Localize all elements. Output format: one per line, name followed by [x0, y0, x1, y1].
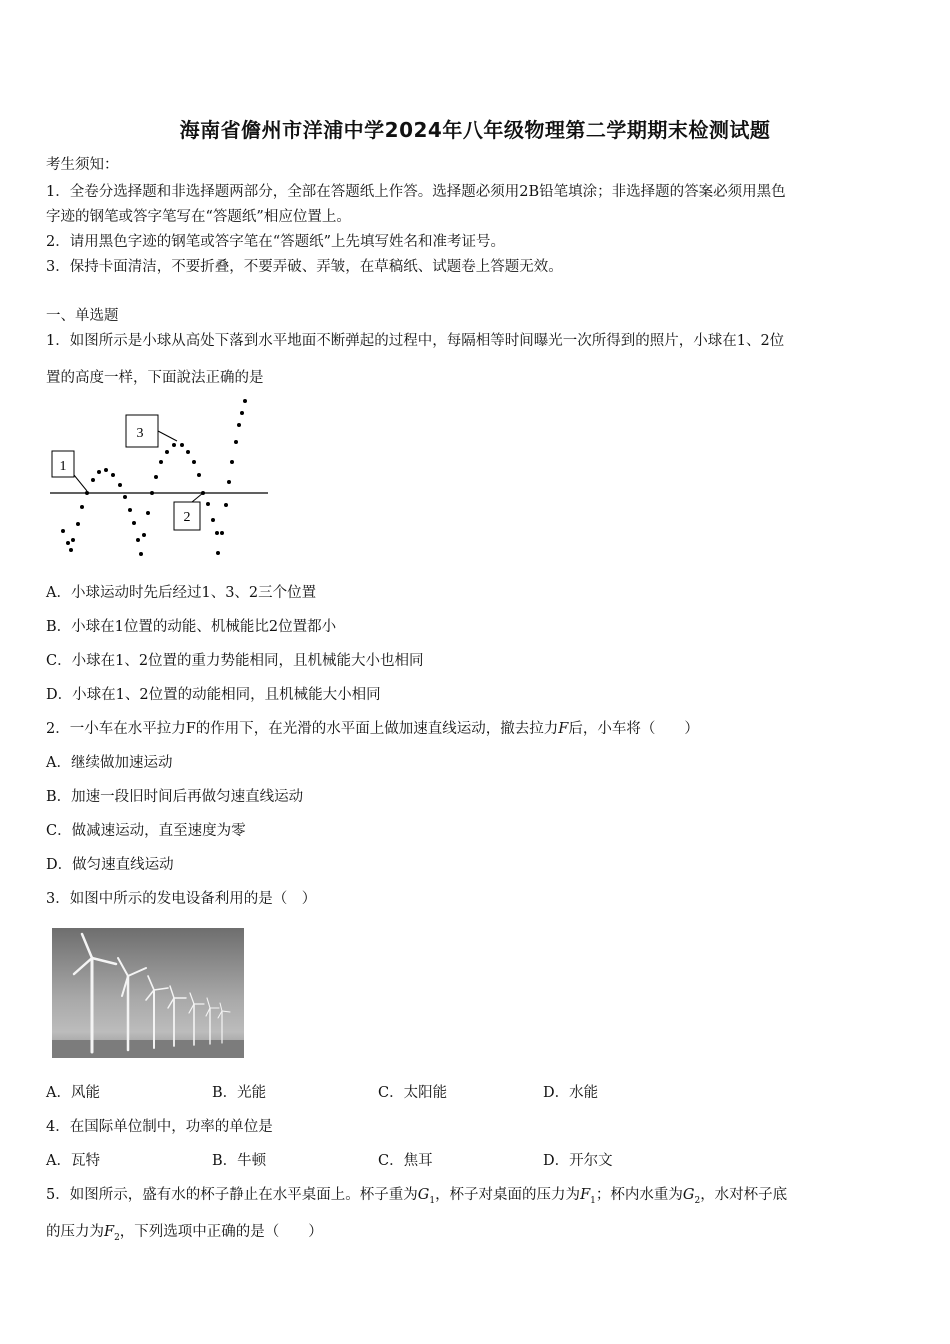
q3-option-b: B．光能: [212, 1085, 267, 1101]
q5-f1-sub: 1: [590, 1195, 596, 1206]
q5-g1-sub: 1: [429, 1195, 436, 1206]
q2-option-d: D．做匀速直线运动: [46, 857, 174, 873]
q1-stem-line2: 置的高度一样，下面說法正确的是: [46, 370, 264, 386]
q1-option-b: B．小球在1位置的动能、机械能比2位置都小: [46, 619, 337, 635]
label-3: [126, 415, 177, 447]
label-1: [52, 451, 87, 491]
label-2-text: 2: [183, 510, 191, 525]
q5-text-3: ；杯内水重为: [595, 1187, 683, 1203]
notice-item-2: 2．请用黑色字迹的钢笔或答字笔在“答题纸”上先填写姓名和准考证号。: [46, 234, 506, 250]
notice-item-3: 3．保持卡面清洁，不要折叠，不要弄破、弄皱，在草稿纸、试题卷上答题无效。: [46, 259, 563, 275]
q2-option-b: B．加速一段旧时间后再做匀速直线运动: [46, 789, 304, 805]
q4-option-c: C．焦耳: [378, 1153, 433, 1169]
q5-text-2: ，杯子对桌面的压力为: [435, 1187, 581, 1203]
q3-option-a: A．风能: [46, 1085, 100, 1101]
q3-stem: 3．如图中所示的发电设备利用的是（ ）: [46, 891, 317, 907]
q5-text-5: 的压力为: [46, 1224, 104, 1240]
q2-option-a: A．继续做加速运动: [46, 755, 173, 771]
bouncing-ball-figure: [46, 395, 276, 560]
wind-turbine-photo: [52, 928, 244, 1058]
q2-stem: [46, 717, 699, 738]
q2-stem-b: 后，小车将（ ）: [568, 721, 699, 737]
notice-heading: 考生须知：: [46, 157, 119, 173]
page-title: 海南省儋州市洋浦中学2024年八年级物理第二学期期末检测试题: [179, 118, 771, 142]
q5-stem-line2: [46, 1220, 323, 1243]
q3-option-d: D．水能: [543, 1085, 599, 1101]
q3-option-c: C．太阳能: [378, 1085, 448, 1101]
label-3-text: 3: [136, 426, 144, 441]
q1-option-d: D．小球在1、2位置的动能相同，且机械能大小相同: [46, 687, 381, 703]
q4-option-b: B．牛顿: [212, 1153, 267, 1169]
q5-g1: G: [417, 1187, 430, 1203]
q4-option-a: A．瓦特: [46, 1153, 100, 1169]
q5-g2: G: [682, 1187, 695, 1203]
q5-f1: F: [580, 1187, 591, 1203]
q5-text-1: 5．如图所示，盛有水的杯子静止在水平桌面上。杯子重为: [46, 1187, 418, 1203]
q5-f2: F: [104, 1224, 115, 1240]
q2-option-c: C．做减速运动，直至速度为零: [46, 823, 246, 839]
q5-stem-line1: [46, 1183, 787, 1206]
q5-text-4: ，水对杯子底: [700, 1187, 788, 1203]
q2-stem-a: 2．一小车在水平拉力F的作用下，在光滑的水平面上做加速直线运动，撤去拉力: [46, 721, 559, 737]
label-1-text: 1: [59, 459, 67, 474]
q1-stem-line1: 1．如图所示是小球从高处下落到水平地面不断弹起的过程中，每隔相等时间曝光一次所得到的照片，小球在1、2位: [46, 333, 785, 349]
q4-stem: 4．在国际单位制中，功率的单位是: [46, 1119, 273, 1135]
q2-stem-f: F: [558, 721, 569, 737]
q5-f2-sub: 2: [114, 1232, 120, 1243]
notice-item-1: 1．全卷分选择题和非选择题两部分，全部在答题纸上作答。选择题必须用2B铅笔填涂；非选择题的答案必须用黑色: [46, 184, 786, 200]
q5-text-6: ，下列选项中正确的是（ ）: [119, 1224, 323, 1240]
label-2: [174, 493, 203, 530]
q1-option-a: A．小球运动时先后经过1、3、2三个位置: [46, 585, 317, 601]
q5-g2-sub: 2: [694, 1195, 701, 1206]
section-heading: 一、单选题: [46, 308, 119, 324]
q1-option-c: C．小球在1、2位置的重力势能相同，且机械能大小也相同: [46, 653, 424, 669]
q4-option-d: D．开尔文: [543, 1153, 613, 1169]
notice-item-1-cont: 字迹的钢笔或答字笔写在“答题纸”相应位置上。: [46, 209, 351, 225]
